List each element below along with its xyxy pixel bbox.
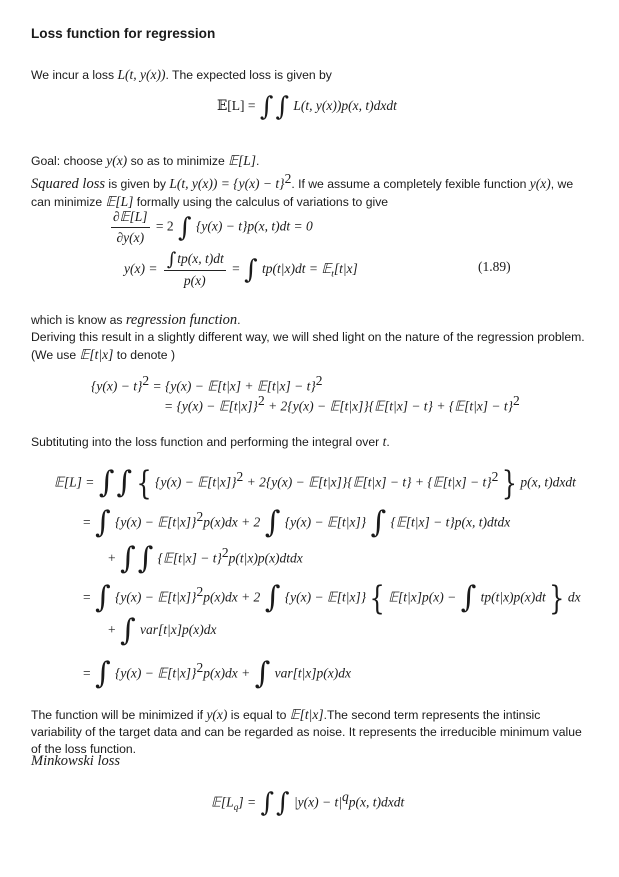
r4-e: tp(t|x)p(x)dt xyxy=(480,589,546,605)
mk-body-a: |y(x) − t| xyxy=(293,794,342,810)
variation-equation-row2 xyxy=(124,250,358,290)
sq-math-sup: 2 xyxy=(284,171,292,186)
page-title xyxy=(31,26,591,41)
exp-r1-lhs: {y(x) − t} xyxy=(91,378,143,394)
sq-after3: formally using the calculus of variations to give xyxy=(133,195,389,210)
r2-d: {𝔼[t|x] − t}p(x, t)dtdx xyxy=(390,514,511,530)
derivation-row5 xyxy=(108,612,217,648)
variation-equation-row1 xyxy=(108,208,313,247)
derivation-row6 xyxy=(83,656,352,692)
r2-a-sup: 2 xyxy=(196,509,204,524)
integral-sign: ∫ xyxy=(254,656,271,692)
exp-r2-b-sup: 2 xyxy=(513,393,520,408)
goal-mid: so as to minimize xyxy=(127,154,229,168)
r4-d: 𝔼[t|x]p(x) − xyxy=(388,589,457,605)
derivation-row1 xyxy=(54,464,576,503)
derivation-row4 xyxy=(83,579,581,618)
subst-pre: Subtituting into the loss function and performing the integral over xyxy=(31,435,383,449)
r2-eq: = xyxy=(83,514,91,530)
r3-b: p(t|x)p(x)dtdx xyxy=(228,550,303,566)
r3-plus: + xyxy=(108,550,116,566)
exp-r2-b: + 2{y(x) − 𝔼[t|x]}{𝔼[t|x] − t} + {𝔼[t|x] − t} xyxy=(268,398,514,414)
integral-sign: ∫ xyxy=(120,612,136,648)
expand-equation-row2 xyxy=(164,392,520,416)
frac-num: ∂𝔼[L] xyxy=(111,208,150,228)
integral-sign: ∫ xyxy=(264,505,281,541)
mk-body-b: p(x, t)dxdt xyxy=(348,794,405,810)
intro-post: . The expected loss is given by xyxy=(165,68,332,82)
derivation-row3 xyxy=(108,541,303,577)
exp-r1-lhs-sup: 2 xyxy=(142,373,150,388)
minkowski-heading xyxy=(31,752,591,770)
right-brace: } xyxy=(501,464,518,503)
integral-sign: ∫ xyxy=(275,91,289,122)
r4-f: dx xyxy=(567,589,581,605)
r1-b: + 2{y(x) − 𝔼[t|x]}{𝔼[t|x] − t} + {𝔼[t|x] − t} xyxy=(246,474,492,490)
expected-loss-equation xyxy=(217,91,397,122)
left-brace: { xyxy=(369,579,385,618)
exp-r2-a-sup: 2 xyxy=(257,393,265,408)
integral-sign: ∫ xyxy=(259,91,274,122)
intro-paragraph xyxy=(31,66,591,84)
reg-pre: which is know as xyxy=(31,313,126,327)
row2-num-body: tp(x, t)dt xyxy=(177,251,224,266)
derivation-row2 xyxy=(83,505,511,541)
r4-c: {y(x) − 𝔼[t|x]} xyxy=(284,589,367,605)
sq-math: L(t, y(x)) = {y(x) − t} xyxy=(169,176,285,192)
mk-lhs: 𝔼[L xyxy=(211,794,234,810)
r1-a: {y(x) − 𝔼[t|x]} xyxy=(155,474,237,490)
row2-lhs: y(x) = xyxy=(124,261,158,277)
intro-pre: We incur a loss xyxy=(31,68,118,82)
squared-loss-term: Squared loss xyxy=(31,176,105,193)
reg-line2: Deriving this result in a slightly different way, we will shed light on the nature of the regression problem. (We use xyxy=(31,330,585,362)
eq1-body: L(t, y(x))p(x, t)dxdt xyxy=(293,98,397,113)
exp-r1-rhs-sup: 2 xyxy=(315,373,323,388)
reg-line2-end: to denote ) xyxy=(113,348,176,362)
integral-sign: ∫ xyxy=(264,580,281,616)
integral-sign: ∫ xyxy=(276,788,290,819)
r2-b: p(x)dx + 2 xyxy=(203,514,261,530)
row2-mid: = xyxy=(232,261,240,277)
reg-line2-math: 𝔼[t|x] xyxy=(79,347,114,362)
integral-sign: ∫ xyxy=(98,465,115,501)
sq-after: . If we assume a completely fexible function xyxy=(291,177,530,192)
regression-function-term: regression function xyxy=(125,312,238,328)
row1-rhs-a: = 2 xyxy=(155,218,174,234)
reg-end: . xyxy=(237,313,241,327)
frac-num xyxy=(164,250,226,271)
equation-number: (1.89) xyxy=(478,259,511,274)
sq-math3: 𝔼[L] xyxy=(105,194,134,210)
goal-pre: Goal: choose xyxy=(31,154,107,168)
goal-end: . xyxy=(255,154,260,168)
concl-m2: 𝔼[t|x] xyxy=(289,707,324,722)
r4-a-sup: 2 xyxy=(196,584,204,599)
r1-lhs: 𝔼[L] = xyxy=(54,474,95,490)
row2-body: tp(t|x)dt = 𝔼 xyxy=(262,261,332,277)
r4-eq: = xyxy=(83,589,91,605)
regression-paragraph xyxy=(31,312,591,364)
r1-a-sup: 2 xyxy=(236,469,244,484)
goal-m1: y(x) xyxy=(106,153,128,168)
r6-b: p(x)dx + xyxy=(203,665,251,681)
integral-sign: ∫ xyxy=(137,541,154,577)
eq1-lhs: 𝔼[L] = xyxy=(217,98,256,113)
integral-sign: ∫ xyxy=(116,465,133,501)
minkowski-title: Minkowski loss xyxy=(31,753,121,769)
integral-sign: ∫ xyxy=(178,212,192,243)
substitution-paragraph xyxy=(31,433,591,451)
derivative-fraction xyxy=(111,208,150,247)
intro-math: L(t, y(x)) xyxy=(117,67,166,82)
mk-lhs-end: ] = xyxy=(238,794,257,810)
integral-sign: ∫ xyxy=(460,580,477,616)
r6-a: {y(x) − 𝔼[t|x]} xyxy=(115,665,197,681)
right-brace: } xyxy=(549,579,565,618)
goal-m2: 𝔼[L] xyxy=(228,153,256,168)
r1-c: p(x, t)dxdt xyxy=(520,474,576,490)
integral-sign: ∫ xyxy=(95,656,111,692)
subst-end: . xyxy=(386,435,390,449)
mean-fraction xyxy=(164,250,226,290)
integral-sign: ∫ xyxy=(166,248,177,270)
title-heading: Loss function for regression xyxy=(31,26,216,41)
r2-a: {y(x) − 𝔼[t|x]} xyxy=(115,514,197,530)
mk-lhs-sub: q xyxy=(233,803,239,814)
r3-a: {𝔼[t|x] − t} xyxy=(157,550,222,566)
frac-den: p(x) xyxy=(183,272,206,288)
r5-plus: + xyxy=(108,622,116,637)
sq-mid: is given by xyxy=(104,177,170,192)
sq-after2: , we can minimize xyxy=(31,177,574,210)
conclusion-paragraph xyxy=(31,706,591,758)
r6-c: var[t|x]p(x)dx xyxy=(274,665,352,681)
exp-r2-a: = {y(x) − 𝔼[t|x]} xyxy=(164,398,258,414)
row1-rhs-b: {y(x) − t}p(x, t)dt = 0 xyxy=(195,218,313,234)
minkowski-equation xyxy=(211,788,404,817)
concl-m1: y(x) xyxy=(206,707,228,722)
concl-rest: .The second term represents the intinsic variability of the target data and can be regarded as noise. It represents the irreducible minimum value of the loss function. xyxy=(31,708,582,756)
integral-sign: ∫ xyxy=(244,254,258,285)
exp-r1-rhs: = {y(x) − 𝔼[t|x] + 𝔼[t|x] − t} xyxy=(152,378,316,394)
r1-b-sup: 2 xyxy=(491,469,499,484)
r6-eq: = xyxy=(83,665,91,681)
r2-c: {y(x) − 𝔼[t|x]} xyxy=(284,514,367,530)
frac-den: ∂y(x) xyxy=(116,230,145,245)
r5-a: var[t|x]p(x)dx xyxy=(140,622,217,637)
subst-math: t xyxy=(382,434,387,449)
r4-b: p(x)dx + 2 xyxy=(203,589,261,605)
goal-paragraph xyxy=(31,152,591,211)
concl-pre: The function will be minimized if xyxy=(31,708,207,722)
mk-body-sup: q xyxy=(341,789,349,804)
row2-end: [t|x] xyxy=(333,261,358,277)
integral-sign: ∫ xyxy=(120,541,136,577)
integral-sign: ∫ xyxy=(260,788,275,819)
integral-sign: ∫ xyxy=(370,505,387,541)
concl-mid: is equal to xyxy=(227,708,290,722)
r6-a-sup: 2 xyxy=(196,660,204,675)
r4-a: {y(x) − 𝔼[t|x]} xyxy=(115,589,197,605)
integral-sign: ∫ xyxy=(95,505,111,541)
r3-a-sup: 2 xyxy=(221,545,229,560)
integral-sign: ∫ xyxy=(95,580,111,616)
left-brace: { xyxy=(136,464,152,503)
sq-math2: y(x) xyxy=(529,176,551,192)
row2-sub: t xyxy=(331,269,334,280)
